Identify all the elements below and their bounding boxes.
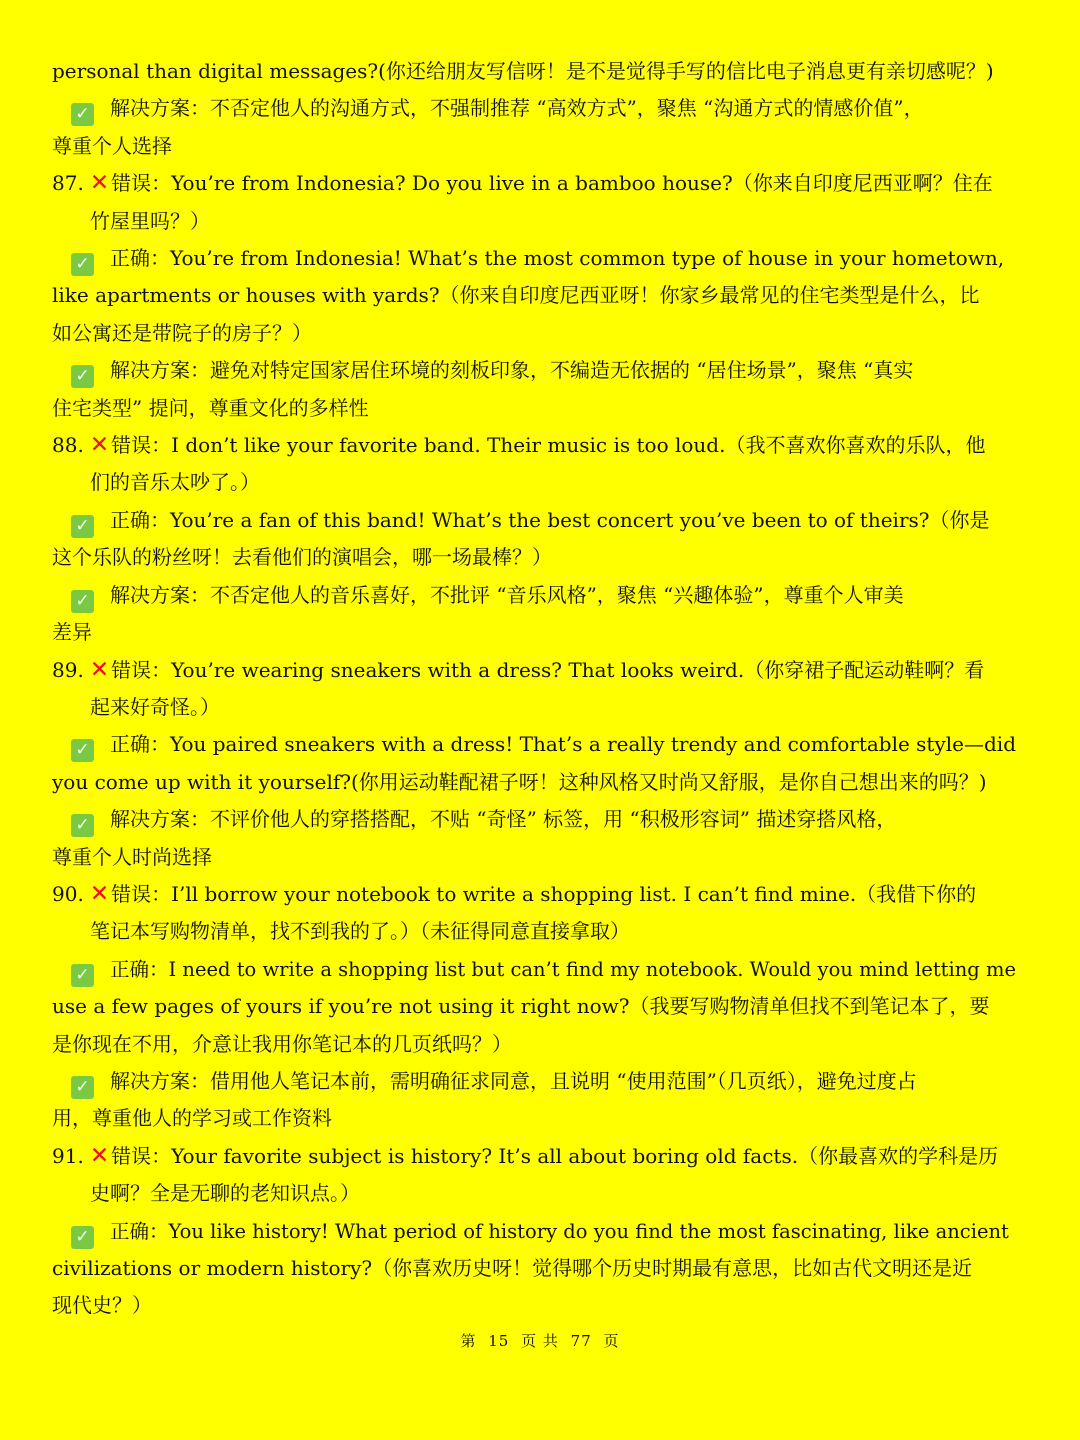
line-text: 解决方案：避免对特定国家居住环境的刻板印象，不编造无依据的 “居住场景”，聚焦 “真实 xyxy=(110,358,914,383)
current-page-number: 15 xyxy=(488,1332,510,1350)
page-footer xyxy=(0,1330,1080,1351)
cross-mark-icon: ✕ xyxy=(89,1142,110,1169)
item-number: 87. xyxy=(52,171,84,196)
item-number: 88. xyxy=(52,433,84,458)
text-line xyxy=(52,801,1028,838)
footer-middle: 页 共 xyxy=(521,1332,559,1350)
cross-mark-icon: ✕ xyxy=(89,656,110,683)
text-line xyxy=(52,1175,1028,1212)
item-number: 89. xyxy=(52,657,84,682)
line-text: 现代史？） xyxy=(52,1293,152,1318)
text-line xyxy=(52,913,1028,950)
text-line xyxy=(52,352,1028,389)
check-box-icon: ✓ xyxy=(71,365,94,388)
check-box-icon: ✓ xyxy=(71,103,94,126)
line-text: 用，尊重他人的学习或工作资料 xyxy=(52,1106,332,1131)
cross-mark-icon: ✕ xyxy=(89,432,110,459)
total-page-number: 77 xyxy=(570,1332,592,1350)
line-text: 们的音乐太吵了。） xyxy=(90,470,260,495)
text-line xyxy=(52,1026,1028,1063)
line-text: 如公寓还是带院子的房子？） xyxy=(52,320,312,345)
line-text: 住宅类型” 提问，尊重文化的多样性 xyxy=(52,395,369,420)
text-line xyxy=(52,203,1028,240)
line-text: 解决方案：不否定他人的音乐喜好，不批评 “音乐风格”，聚焦 “兴趣体验”，尊重个人审美 xyxy=(110,582,904,607)
line-text: 正确：You’re from Indonesia! What’s the most common type of house in your hometown, xyxy=(110,246,1005,271)
text-line xyxy=(52,315,1028,352)
cross-mark-icon: ✕ xyxy=(89,170,110,197)
line-text: 解决方案：不否定他人的沟通方式，不强制推荐 “高效方式”，聚焦 “沟通方式的情感价值”， xyxy=(110,96,924,121)
text-line xyxy=(52,90,1028,127)
line-text: 解决方案：借用他人笔记本前，需明确征求同意，且说明 “使用范围”（几页纸），避免过度占 xyxy=(110,1068,917,1093)
text-line xyxy=(52,614,1028,651)
text-line xyxy=(52,464,1028,501)
text-line xyxy=(52,988,1028,1025)
line-text: 是你现在不用，介意让我用你笔记本的几页纸吗？） xyxy=(52,1031,512,1056)
text-line xyxy=(52,689,1028,726)
text-line xyxy=(52,240,1028,277)
text-line xyxy=(52,577,1028,614)
line-text: civilizations or modern history?（你喜欢历史呀！觉得哪个历史时期最有意思，比如古代文明还是近 xyxy=(52,1256,973,1280)
text-line xyxy=(52,652,1028,689)
line-text: 解决方案：不评价他人的穿搭搭配，不贴 “奇怪” 标签，用 “积极形容词” 描述穿搭风格， xyxy=(110,807,897,832)
text-line xyxy=(52,1250,1028,1287)
line-text: 竹屋里吗？） xyxy=(90,208,210,233)
text-line xyxy=(52,1213,1028,1250)
line-text: 史啊？全是无聊的老知识点。） xyxy=(90,1181,360,1206)
text-line xyxy=(52,1287,1028,1324)
line-text: 笔记本写购物清单，找不到我的了。）（未征得同意直接拿取） xyxy=(90,919,630,944)
text-line xyxy=(52,876,1028,913)
line-text: 尊重个人选择 xyxy=(52,133,172,158)
footer-suffix: 页 xyxy=(603,1332,620,1350)
document-body xyxy=(52,53,1028,1325)
line-text: 错误：You’re from Indonesia? Do you live in a bamboo house?（你来自印度尼西亚啊？住在 xyxy=(111,171,993,196)
check-box-icon: ✓ xyxy=(71,814,94,837)
line-text: 正确：You paired sneakers with a dress! That’s a really trendy and comfortable style—did xyxy=(110,732,1017,757)
check-box-icon: ✓ xyxy=(71,1226,94,1249)
line-text: personal than digital messages?(你还给朋友写信呀！是不是觉得手写的信比电子消息更有亲切感呢？) xyxy=(52,59,994,83)
line-text: 差异 xyxy=(52,620,92,645)
text-line xyxy=(52,390,1028,427)
footer-prefix: 第 xyxy=(460,1332,477,1350)
check-box-icon: ✓ xyxy=(71,515,94,538)
line-text: 正确：You’re a fan of this band! What’s the best concert you’ve been to of theirs?（你是 xyxy=(110,507,990,532)
text-line xyxy=(52,165,1028,202)
check-box-icon: ✓ xyxy=(71,253,94,276)
text-line xyxy=(52,1100,1028,1137)
check-box-icon: ✓ xyxy=(71,1076,94,1099)
line-text: 正确：I need to write a shopping list but can’t find my notebook. Would you mind letting me xyxy=(110,957,1016,981)
text-line xyxy=(52,539,1028,576)
text-line xyxy=(52,726,1028,763)
text-line xyxy=(52,53,1028,90)
text-line xyxy=(52,128,1028,165)
line-text: 正确：You like history! What period of history do you find the most fascinating, like ancient xyxy=(110,1219,1009,1243)
text-line xyxy=(52,1063,1028,1100)
line-text: 错误：I don’t like your favorite band. Their music is too loud.（我不喜欢你喜欢的乐队，他 xyxy=(111,433,986,458)
item-number: 91. xyxy=(52,1143,84,1168)
check-box-icon: ✓ xyxy=(71,590,94,613)
line-text: 错误：Your favorite subject is history? It’s all about boring old facts.（你最喜欢的学科是历 xyxy=(111,1143,999,1168)
line-text: 错误：I’ll borrow your notebook to write a shopping list. I can’t find mine.（我借下你的 xyxy=(111,881,977,906)
item-number: 90. xyxy=(52,881,84,906)
text-line xyxy=(52,277,1028,314)
cross-mark-icon: ✕ xyxy=(89,880,110,907)
line-text: you come up with it yourself?(你用运动鞋配裙子呀！这种风格又时尚又舒服，是你自己想出来的吗？) xyxy=(52,769,987,794)
text-line xyxy=(52,839,1028,876)
text-line xyxy=(52,764,1028,801)
line-text: 这个乐队的粉丝呀！去看他们的演唱会，哪一场最棒？） xyxy=(52,545,552,570)
line-text: 错误：You’re wearing sneakers with a dress? That looks weird.（你穿裙子配运动鞋啊？看 xyxy=(111,657,985,682)
line-text: like apartments or houses with yards?（你来自印度尼西亚呀！你家乡最常见的住宅类型是什么，比 xyxy=(52,283,980,308)
check-box-icon: ✓ xyxy=(71,739,94,762)
line-text: use a few pages of yours if you’re not using it right now?（我要写购物清单但找不到笔记本了，要 xyxy=(52,994,990,1019)
text-line xyxy=(52,1138,1028,1175)
text-line xyxy=(52,502,1028,539)
text-line xyxy=(52,427,1028,464)
line-text: 尊重个人时尚选择 xyxy=(52,844,212,869)
check-box-icon: ✓ xyxy=(71,964,94,987)
line-text: 起来好奇怪。） xyxy=(90,694,220,719)
text-line xyxy=(52,951,1028,988)
